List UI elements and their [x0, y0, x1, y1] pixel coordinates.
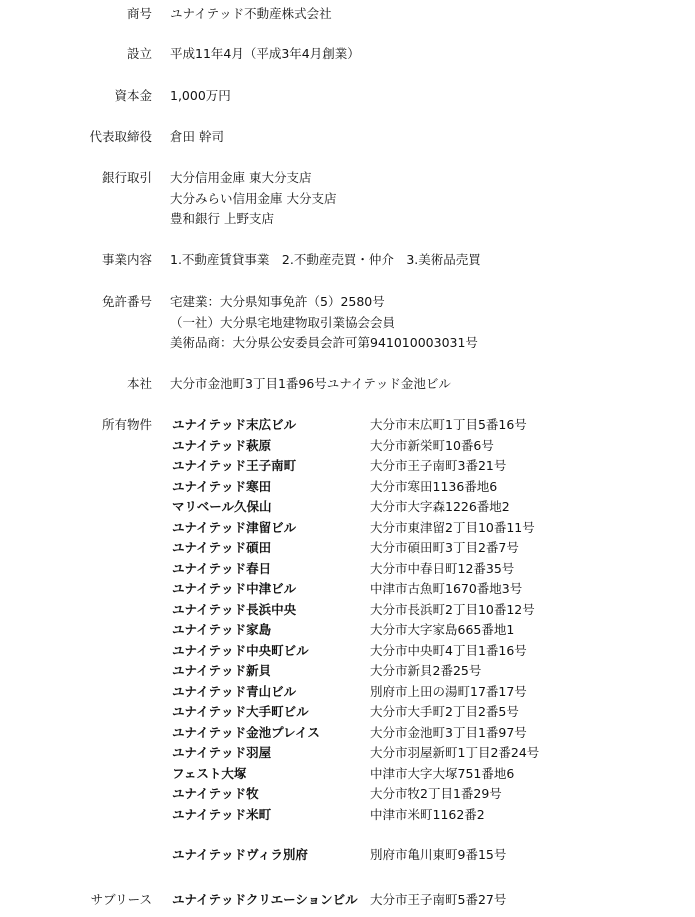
- head-office-value: 大分市金池町3丁目1番96号ユナイテッド金池ビル: [170, 376, 451, 391]
- property-name: ユナイテッド萩原: [172, 437, 272, 453]
- license-label: 免許番号: [101, 294, 152, 309]
- trade-name-label: 商号: [126, 6, 152, 21]
- property-address: 中津市米町1162番2: [370, 806, 485, 822]
- banks-list: [170, 168, 336, 230]
- bank-item: 豊和銀行 上野支店: [170, 211, 274, 226]
- property-row: [170, 620, 670, 641]
- property-address: 中津市古魚町1670番地3号: [370, 581, 523, 596]
- property-address: 別府市亀川東町9番15号: [370, 847, 507, 862]
- capital-label: 資本金: [114, 88, 152, 103]
- property-row: [170, 415, 670, 436]
- property-row: [170, 661, 670, 682]
- property-address: 大分市長浜町2丁目10番12号: [370, 601, 535, 617]
- property-name: ユナイテッド家島: [172, 622, 272, 637]
- property-name: ユナイテッド青山ビル: [172, 683, 297, 699]
- property-name: フェスト大塚: [172, 765, 247, 781]
- property-name: ユナイテッド長浜中央: [172, 601, 297, 617]
- property-name: ユナイテッド新貝: [172, 663, 272, 678]
- property-address: 大分市羽屋新町1丁目2番24号: [370, 745, 540, 760]
- property-address: 大分市寒田1136番地6: [370, 478, 498, 494]
- property-row: [170, 477, 670, 498]
- sublease-label: サブリース: [90, 892, 152, 907]
- property-row: [170, 559, 670, 580]
- property-name: マリベール久保山: [172, 499, 272, 514]
- property-address: 中津市大字大塚751番地6: [370, 765, 515, 781]
- sublease-address: 大分市王子南町5番27号: [370, 892, 507, 907]
- license-item: 美術品商：大分県公安委員会許可第941010003031号: [170, 335, 478, 350]
- bank-item: 大分みらい信用金庫 大分支店: [170, 190, 337, 206]
- head-office-label: 本社: [126, 376, 152, 391]
- property-name: ユナイテッド牧: [172, 786, 259, 801]
- property-row: [170, 538, 670, 559]
- property-address: 大分市大字森1226番地2: [370, 499, 510, 514]
- capital-value: 1,000万円: [170, 88, 231, 103]
- property-name: ユナイテッド金池プレイス: [172, 724, 320, 740]
- sublease-name: ユナイテッドクリエーションビル: [172, 892, 358, 907]
- established-label: 設立: [126, 46, 152, 61]
- property-row: [170, 436, 670, 457]
- property-row: [170, 845, 670, 866]
- established-value: 平成11年4月（平成3年4月創業）: [170, 46, 360, 61]
- property-name: ユナイテッド王子南町: [172, 458, 297, 473]
- property-name: ユナイテッド羽屋: [172, 745, 272, 760]
- property-row: [170, 579, 670, 600]
- property-row: [170, 518, 670, 539]
- license-list: [170, 292, 478, 354]
- property-row: [170, 764, 670, 785]
- representative-label: 代表取締役: [89, 129, 152, 144]
- property-address: 大分市中春日町12番35号: [370, 560, 515, 576]
- property-row: [170, 497, 670, 518]
- property-address: 大分市大手町2丁目2番5号: [370, 704, 519, 719]
- property-row: [170, 784, 670, 805]
- business-value: 1.不動産賃貸事業 2.不動産売買・仲介 3.美術品売買: [170, 252, 481, 267]
- property-address: 大分市王子南町3番21号: [370, 458, 507, 473]
- trade-name-value: ユナイテッド不動産株式会社: [170, 6, 332, 21]
- property-name: ユナイテッド寒田: [172, 478, 272, 494]
- property-row: [170, 641, 670, 662]
- property-address: 大分市東津留2丁目10番11号: [370, 519, 535, 535]
- property-name: ユナイテッド津留ビル: [172, 519, 297, 535]
- property-address: 大分市新栄町10番6号: [370, 437, 494, 453]
- property-address: 大分市大字家島665番地1: [370, 622, 515, 637]
- property-row: [170, 702, 670, 723]
- property-name: ユナイテッド大手町ビル: [172, 704, 309, 719]
- property-name: ユナイテッド春日: [172, 560, 272, 576]
- license-item: 宅建業：大分県知事免許（5）2580号: [170, 294, 385, 309]
- property-row: [170, 600, 670, 621]
- license-item: （一社）大分県宅地建物取引業協会会員: [170, 314, 396, 330]
- property-address: 大分市金池町3丁目1番97号: [370, 724, 527, 740]
- property-address: 大分市新貝2番25号: [370, 663, 482, 678]
- business-label: 事業内容: [101, 252, 152, 267]
- property-name: ユナイテッド中津ビル: [172, 581, 297, 596]
- property-address: 別府市上田の湯町17番17号: [370, 683, 527, 699]
- property-row: [170, 456, 670, 477]
- property-row: [170, 805, 670, 826]
- property-address: 大分市牧2丁目1番29号: [370, 786, 502, 801]
- bank-item: 大分信用金庫 東大分支店: [170, 170, 312, 185]
- property-address: 大分市碩田町3丁目2番7号: [370, 540, 519, 555]
- property-name: ユナイテッド末広ビル: [172, 417, 297, 432]
- property-row: [170, 723, 670, 744]
- property-name: ユナイテッド中央町ビル: [172, 642, 309, 658]
- banks-label: 銀行取引: [101, 170, 152, 185]
- sublease-entry: [170, 890, 670, 910]
- property-address: 大分市中央町4丁目1番16号: [370, 642, 527, 658]
- property-row: [170, 682, 670, 703]
- properties-list: [170, 415, 670, 866]
- properties-label: 所有物件: [101, 417, 152, 432]
- representative-value: 倉田 幹司: [170, 129, 224, 144]
- property-name: ユナイテッドヴィラ別府: [172, 847, 308, 862]
- property-name: ユナイテッド米町: [172, 806, 272, 822]
- property-address: 大分市末広町1丁目5番16号: [370, 417, 527, 432]
- property-name: ユナイテッド碩田: [172, 540, 272, 555]
- property-row: [170, 743, 670, 764]
